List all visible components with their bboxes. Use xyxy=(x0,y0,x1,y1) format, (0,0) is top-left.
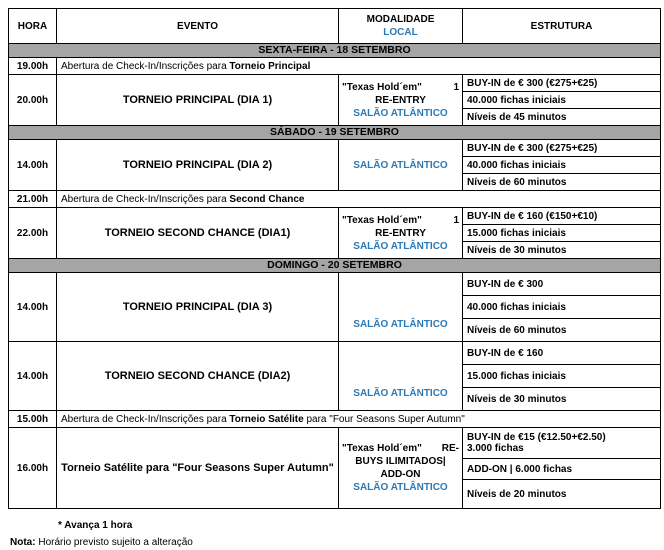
footnote-mark: 1 xyxy=(453,81,459,93)
day-bar-sunday xyxy=(9,259,661,273)
checkin-prefix: Abertura de Check-In/Inscrições para xyxy=(61,193,230,205)
estrutura-item xyxy=(463,428,661,459)
nota-text: Horário previsto sujeito a alteração xyxy=(35,537,193,548)
modalidade-cell xyxy=(339,342,463,411)
event-row xyxy=(9,75,661,92)
checkin-row xyxy=(9,58,661,75)
event-name: TORNEIO SECOND CHANCE (DIA2) xyxy=(57,342,339,411)
estrutura-item: BUY-IN de € 300 (€275+€25) xyxy=(463,75,661,92)
footnote-mark: 1 xyxy=(453,214,459,226)
time-cell: 16.00h xyxy=(9,428,57,509)
event-name: Torneio Satélite para "Four Seasons Super Autumn" xyxy=(57,428,339,509)
day-label: DOMINGO - 20 SETEMBRO xyxy=(9,259,661,273)
checkin-prefix: Abertura de Check-In/Inscrições para xyxy=(61,60,230,72)
estrutura-item: 15.000 fichas iniciais xyxy=(463,365,661,388)
checkin-text xyxy=(57,58,661,75)
checkin-row xyxy=(9,191,661,208)
estrutura-item: ADD-ON | 6.000 fichas xyxy=(463,459,661,480)
header-modalidade xyxy=(339,9,463,44)
estrutura-item: Níveis de 60 minutos xyxy=(463,174,661,191)
event-row xyxy=(9,342,661,365)
estrutura-item: 40.000 fichas iniciais xyxy=(463,92,661,109)
time-cell: 14.00h xyxy=(9,140,57,191)
time-cell: 19.00h xyxy=(9,58,57,75)
modalidade-cell xyxy=(339,428,463,509)
estrutura-item: Níveis de 30 minutos xyxy=(463,242,661,259)
estrutura-item: 40.000 fichas iniciais xyxy=(463,157,661,174)
venue: SALÃO ATLÂNTICO xyxy=(353,388,448,399)
event-name: TORNEIO PRINCIPAL (DIA 2) xyxy=(57,140,339,191)
schedule-table xyxy=(8,8,661,509)
estrutura-item: BUY-IN de € 300 (€275+€25) xyxy=(463,140,661,157)
game-type: "Texas Hold´em" xyxy=(342,81,422,93)
game-format: RE-ENTRY xyxy=(375,227,426,239)
checkin-prefix: Abertura de Check-In/Inscrições para xyxy=(61,413,230,425)
event-name: TORNEIO SECOND CHANCE (DIA1) xyxy=(57,208,339,259)
time-cell: 15.00h xyxy=(9,411,57,428)
header-evento: EVENTO xyxy=(57,9,339,44)
venue: SALÃO ATLÂNTICO xyxy=(353,319,448,330)
header-hora: HORA xyxy=(9,9,57,44)
estrutura-item: BUY-IN de € 160 xyxy=(463,342,661,365)
game-format: BUYS ILIMITADOS| xyxy=(355,456,446,467)
time-cell: 20.00h xyxy=(9,75,57,126)
time-cell: 22.00h xyxy=(9,208,57,259)
header-row xyxy=(9,9,661,44)
chips-text: 3.000 fichas xyxy=(467,443,524,454)
event-row xyxy=(9,428,661,459)
header-local-label: LOCAL xyxy=(383,27,418,38)
event-name: TORNEIO PRINCIPAL (DIA 1) xyxy=(57,75,339,126)
estrutura-item: 15.000 fichas iniciais xyxy=(463,225,661,242)
time-cell: 21.00h xyxy=(9,191,57,208)
footnote-avanca: * Avança 1 hora xyxy=(58,520,133,531)
game-addon: ADD-ON xyxy=(380,469,421,480)
time-cell: 14.00h xyxy=(9,342,57,411)
checkin-event: Torneio Satélite xyxy=(229,413,304,425)
venue: SALÃO ATLÂNTICO xyxy=(353,159,448,171)
estrutura-item: Níveis de 45 minutos xyxy=(463,109,661,126)
modalidade-cell xyxy=(339,273,463,342)
game-type: "Texas Hold´em" xyxy=(342,214,422,226)
checkin-text xyxy=(57,411,661,428)
time-cell: 14.00h xyxy=(9,273,57,342)
venue: SALÃO ATLÂNTICO xyxy=(353,240,448,252)
modalidade-cell xyxy=(339,140,463,191)
checkin-text xyxy=(57,191,661,208)
estrutura-item: Níveis de 20 minutos xyxy=(463,480,661,509)
game-type: "Texas Hold´em" xyxy=(342,443,422,454)
game-rebuy: RE- xyxy=(441,443,459,454)
day-label: SÁBADO - 19 SETEMBRO xyxy=(9,126,661,140)
checkin-event: Second Chance xyxy=(229,193,305,205)
modalidade-cell xyxy=(339,208,463,259)
checkin-event: Torneio Principal xyxy=(229,60,311,72)
estrutura-item: 40.000 fichas iniciais xyxy=(463,296,661,319)
buyin-text: BUY-IN de €15 (€12.50+€2.50) xyxy=(467,432,606,443)
day-bar-saturday xyxy=(9,126,661,140)
modalidade-cell xyxy=(339,75,463,126)
estrutura-item: BUY-IN de € 300 xyxy=(463,273,661,296)
event-row xyxy=(9,273,661,296)
estrutura-item: Níveis de 30 minutos xyxy=(463,388,661,411)
venue: SALÃO ATLÂNTICO xyxy=(353,107,448,119)
checkin-row xyxy=(9,411,661,428)
event-row xyxy=(9,140,661,157)
nota-label: Nota: xyxy=(10,537,36,548)
game-format: RE-ENTRY xyxy=(375,94,426,106)
estrutura-item: Níveis de 60 minutos xyxy=(463,319,661,342)
footnote-nota xyxy=(10,537,193,548)
checkin-suffix: para "Four Seasons Super Autumn" xyxy=(303,413,465,425)
header-modalidade-label: MODALIDADE xyxy=(366,14,435,25)
event-name: TORNEIO PRINCIPAL (DIA 3) xyxy=(57,273,339,342)
day-bar-friday xyxy=(9,44,661,58)
estrutura-item: BUY-IN de € 160 (€150+€10) xyxy=(463,208,661,225)
day-label: SEXTA-FEIRA - 18 SETEMBRO xyxy=(9,44,661,58)
event-row xyxy=(9,208,661,225)
header-estrutura: ESTRUTURA xyxy=(463,9,661,44)
venue: SALÃO ATLÂNTICO xyxy=(353,482,448,493)
